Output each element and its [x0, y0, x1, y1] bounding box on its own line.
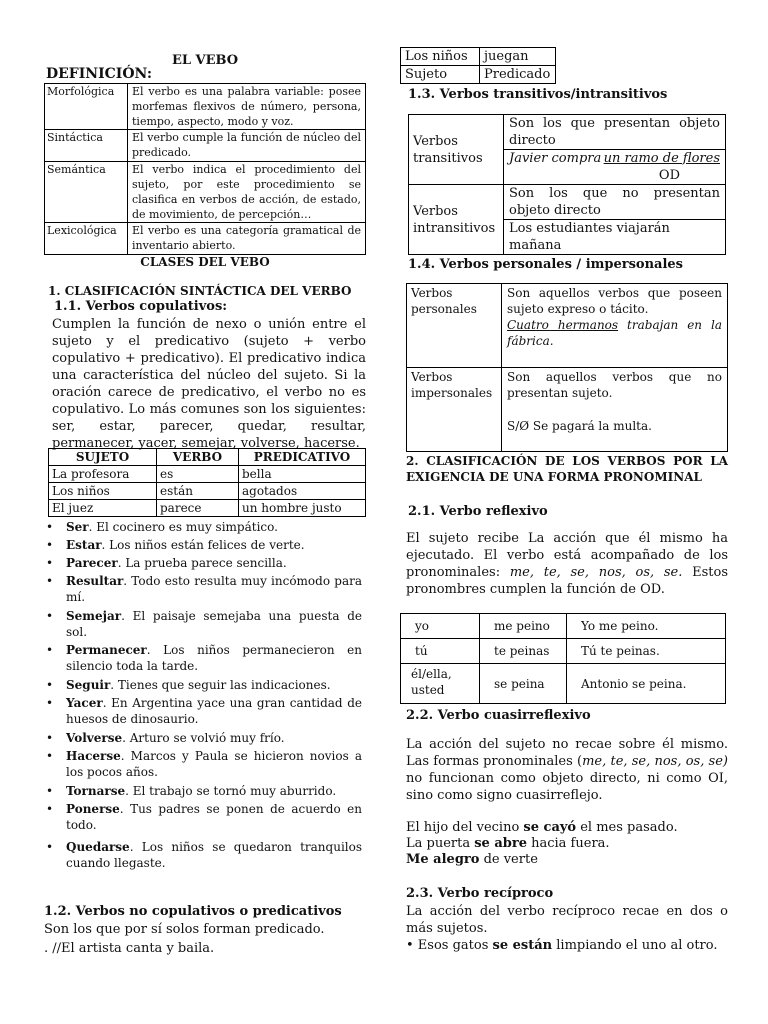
example-sentence: . El trabajo se tornó muy aburrido.: [125, 784, 337, 798]
table-cell: me peino: [480, 614, 567, 639]
personal-example: [507, 317, 722, 349]
section-2-2-text: [406, 736, 728, 804]
text-segment: el mes pasado.: [576, 820, 678, 835]
intransitive-label: Verbos intransitivos: [409, 185, 504, 255]
personal-table: [406, 283, 728, 452]
definition-term: Sintáctica: [45, 130, 128, 162]
quasi-example-1: [406, 819, 678, 836]
example-sentence: . Tus padres se ponen de acuerdo en todo.: [66, 802, 362, 832]
list-item: [44, 519, 362, 535]
section-1-1-heading: 1.1. Verbos copulativos:: [54, 299, 228, 314]
verb-name: Ser: [66, 520, 89, 534]
bullet-icon: •: [46, 802, 54, 816]
section-1-2-heading: 1.2. Verbos no copulativos o predicativos: [44, 904, 342, 919]
section-2-1-text: [406, 530, 728, 598]
table-cell: él/ella, usted: [401, 664, 480, 704]
verb-name: Resultar: [66, 574, 124, 588]
impersonal-example: S/Ø Se pagará la multa.: [507, 419, 652, 433]
text-segment: no funcionan como objeto directo, ni como OI, sino como signo cuasirreflejo.: [406, 771, 728, 803]
definition-desc: El verbo es una categoría gramatical de inventario abierto.: [128, 223, 366, 255]
table-row: [45, 223, 366, 255]
section-1-3-heading: 1.3. Verbos transitivos/intransitivos: [408, 87, 668, 102]
table-cell: La profesora: [49, 466, 157, 483]
example-rest: trabajan en la fábrica.: [507, 318, 723, 348]
section-1-4-heading: 1.4. Verbos personales / impersonales: [408, 257, 683, 272]
list-item: [44, 801, 362, 833]
list-item: [44, 677, 362, 693]
list-item-text: [66, 730, 362, 746]
list-item-text: [66, 537, 362, 553]
table-row: [409, 185, 726, 220]
table-row: [49, 500, 366, 517]
example-sentence: . El paisaje semejaba una puesta de sol.: [66, 609, 362, 639]
verb-name: Volverse: [66, 731, 123, 745]
transitive-table: [408, 114, 726, 255]
example-subject: Javier compra: [509, 151, 602, 166]
impersonal-label: Verbos impersonales: [407, 368, 502, 452]
table-row: [407, 368, 728, 452]
verb-name: Quedarse: [66, 840, 130, 854]
example-sentence: . Arturo se volvió muy frío.: [122, 731, 285, 745]
table-row: [401, 48, 556, 66]
list-item-text: [66, 695, 362, 727]
list-item-text: [66, 519, 362, 535]
table-row: [401, 664, 726, 704]
transitive-label: Verbos transitivos: [409, 115, 504, 185]
bullet-icon: •: [46, 678, 54, 692]
intransitive-definition: Son los que no presentan objeto directo: [504, 185, 726, 220]
list-item-text: [66, 608, 362, 640]
bold-verb: Me alegro: [406, 852, 480, 867]
copulative-examples-list: [44, 519, 362, 874]
verb-name: Seguir: [66, 678, 111, 692]
text-segment: • Esos gatos: [406, 938, 493, 953]
list-item-text: [66, 801, 362, 833]
bold-verb: se cayó: [523, 820, 577, 835]
definition-desc: El verbo es una palabra variable: posee morfemas flexivos de número, persona, tiempo, aspecto, modo y voz.: [128, 84, 366, 130]
personal-label: Verbos personales: [407, 284, 502, 368]
example-sentence: . Los niños permanecieron en silencio toda la tarde.: [66, 643, 362, 673]
table-row: [49, 466, 366, 483]
list-item: [44, 839, 362, 871]
bullet-icon: •: [46, 574, 54, 588]
list-item-text: [66, 555, 362, 571]
table-row: [401, 66, 556, 84]
list-item-text: [66, 573, 362, 605]
table-cell: se peina: [480, 664, 567, 704]
verb-name: Tornarse: [66, 784, 126, 798]
list-item: [44, 608, 362, 640]
bold-verb: se están: [492, 938, 553, 953]
table-row: [45, 162, 366, 223]
bullet-icon: •: [46, 520, 54, 534]
list-item: [44, 573, 362, 605]
table-cell: parece: [157, 500, 239, 517]
table-cell: Los niños: [49, 483, 157, 500]
example-sentence: . Los niños están felices de verte.: [101, 538, 305, 552]
section-2-3-example: [406, 937, 718, 954]
table-cell: bella: [239, 466, 366, 483]
table-row: [45, 130, 366, 162]
table-row: [409, 115, 726, 150]
bullet-icon: •: [46, 556, 54, 570]
section-1-2-text: Son los que por sí solos forman predicado.: [44, 922, 325, 937]
subject-predicate-table: [400, 47, 556, 84]
table-cell: te peinas: [480, 639, 567, 664]
text-segment: limpiando el uno al otro.: [552, 938, 718, 953]
verb-name: Permanecer: [66, 643, 147, 657]
bullet-icon: •: [46, 609, 54, 623]
example-sentence: . La prueba parece sencilla.: [117, 556, 287, 570]
pronouns-text: me, te, se, nos, os, se): [582, 754, 728, 769]
definition-desc: El verbo indica el procedimiento del sujeto, por este procedimiento se clasifica en verbos de acción, de estado, de movimiento, de percepción…: [128, 162, 366, 223]
bullet-icon: •: [46, 538, 54, 552]
table-row: [401, 614, 726, 639]
copulative-table: [48, 448, 366, 517]
impersonal-definition: Son aquellos verbos que no presentan sujeto.: [507, 370, 722, 400]
list-item: [44, 748, 362, 780]
pronouns-text: me, te, se, nos, os, se.: [509, 565, 683, 580]
example-sentence: . Marcos y Paula se hicieron novios a los pocos años.: [66, 749, 362, 779]
table-cell: es: [157, 466, 239, 483]
verb-name: Ponerse: [66, 802, 120, 816]
bullet-icon: •: [46, 731, 54, 745]
section-2-1-heading: 2.1. Verbo reflexivo: [408, 504, 548, 519]
section-2-heading: 2. CLASIFICACIÓN DE LOS VERBOS POR LA EXIGENCIA DE UNA FORMA PRONOMINAL: [406, 454, 728, 484]
definition-term: Morfológica: [45, 84, 128, 130]
classes-heading: CLASES DEL VEBO: [140, 255, 270, 269]
definition-heading: DEFINICIÓN:: [46, 66, 152, 82]
table-cell: Los niños: [401, 48, 480, 66]
example-object: un ramo de flores: [603, 151, 720, 166]
text-segment: La acción del sujeto no recae sobre él mismo. Las formas pronominales (: [406, 737, 728, 769]
reflexive-table: [400, 613, 726, 704]
text-segment: La puerta: [406, 836, 475, 851]
table-cell: El juez: [49, 500, 157, 517]
column-header: SUJETO: [49, 449, 157, 466]
table-cell: están: [157, 483, 239, 500]
example-sentence: . Todo esto resulta muy incómodo para mí.: [66, 574, 362, 604]
example-subject: Cuatro hermanos: [507, 318, 619, 332]
intransitive-example: Los estudiantes viajarán mañana: [504, 220, 726, 255]
verb-name: Estar: [66, 538, 102, 552]
list-item-text: [66, 748, 362, 780]
verb-name: Semejar: [66, 609, 122, 623]
text-segment: El hijo del vecino: [406, 820, 524, 835]
text-segment: El sujeto recibe La acción que él mismo ha ejecutado. El verbo está acompañado de los pronominales:: [406, 531, 728, 580]
personal-content: [502, 284, 728, 368]
column-header: VERBO: [157, 449, 239, 466]
bullet-icon: •: [46, 840, 54, 854]
quasi-example-3: [406, 851, 538, 868]
table-cell: yo: [401, 614, 480, 639]
table-cell: tú: [401, 639, 480, 664]
table-row: [407, 284, 728, 368]
table-cell: Yo me peino.: [567, 614, 726, 639]
quasi-example-2: [406, 835, 610, 852]
bold-verb: se abre: [474, 836, 527, 851]
list-item: [44, 642, 362, 674]
example-sentence: . En Argentina yace una gran cantidad de huesos de dinosaurio.: [66, 696, 362, 726]
transitive-definition: Son los que presentan objeto directo: [504, 115, 726, 150]
definition-table: [44, 83, 366, 255]
transitive-example: [504, 150, 726, 185]
impersonal-content: [502, 368, 728, 452]
verb-name: Yacer: [66, 696, 103, 710]
section-1-2-example: . //El artista canta y baila.: [44, 941, 215, 956]
verb-name: Parecer: [66, 556, 118, 570]
table-cell: Antonio se peina.: [567, 664, 726, 704]
table-cell: juegan: [480, 48, 556, 66]
table-cell: un hombre justo: [239, 500, 366, 517]
section-2-3-text: La acción del verbo recíproco recae en dos o más sujetos.: [406, 904, 728, 936]
list-item-text: [66, 839, 362, 871]
personal-definition: Son aquellos verbos que poseen sujeto expreso o tácito.: [507, 286, 722, 316]
text-segment: hacia fuera.: [526, 836, 610, 851]
column-header: PREDICATIVO: [239, 449, 366, 466]
table-cell: Sujeto: [401, 66, 480, 84]
section-2-2-heading: 2.2. Verbo cuasirreflexivo: [406, 708, 591, 723]
table-row: [45, 84, 366, 130]
list-item-text: [66, 677, 362, 693]
list-item: [44, 730, 362, 746]
definition-term: Semántica: [45, 162, 128, 223]
text-segment: de verte: [479, 852, 538, 867]
verb-name: Hacerse: [66, 749, 121, 763]
bullet-icon: •: [46, 696, 54, 710]
example-sentence: . Tienes que seguir las indicaciones.: [110, 678, 331, 692]
definition-desc: El verbo cumple la función de núcleo del predicado.: [128, 130, 366, 162]
definition-term: Lexicológica: [45, 223, 128, 255]
table-row: [401, 639, 726, 664]
table-cell: Predicado: [480, 66, 556, 84]
section-1-1-text: Cumplen la función de nexo o unión entre el sujeto y el predicativo (sujeto + verbo copulativo + predicativo). El predicativo indica una característica del núcleo del sujeto. Si la oración carece de predicativo, el verbo no es copulativo. Lo más comunes son los siguientes: ser, estar, parecer, quedar, resultar, permanecer, yacer, semejar, volverse, hacerse.: [52, 317, 366, 451]
list-item: [44, 783, 362, 799]
section-2-3-heading: 2.3. Verbo recíproco: [406, 886, 554, 901]
list-item: [44, 555, 362, 571]
text-segment: Estos pronombres cumplen la función de OD.: [406, 565, 728, 597]
section-1-heading: 1. CLASIFICACIÓN SINTÁCTICA DEL VERBO: [48, 284, 352, 298]
list-item: [44, 695, 362, 727]
example-sentence: . Los niños se quedaron tranquilos cuando llegaste.: [66, 840, 362, 870]
table-header-row: [49, 449, 366, 466]
table-cell: agotados: [239, 483, 366, 500]
list-item-text: [66, 642, 362, 674]
od-tag: OD: [658, 168, 680, 183]
table-cell: Tú te peinas.: [567, 639, 726, 664]
table-row: [49, 483, 366, 500]
example-sentence: . El cocinero es muy simpático.: [88, 520, 278, 534]
list-item-text: [66, 783, 362, 799]
bullet-icon: •: [46, 643, 54, 657]
bullet-icon: •: [46, 749, 54, 763]
document-title: EL VEBO: [171, 53, 239, 68]
bullet-icon: •: [46, 784, 54, 798]
list-item: [44, 537, 362, 553]
